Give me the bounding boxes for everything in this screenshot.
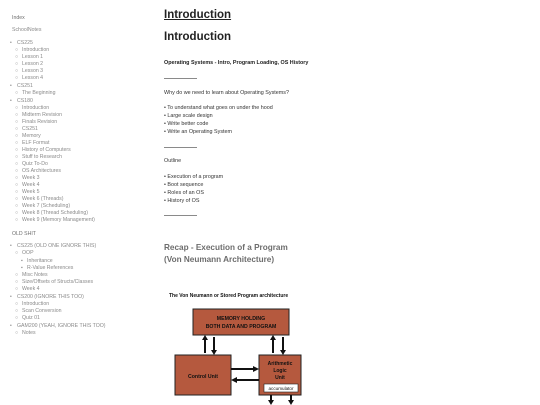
circle-bullet-icon: ○ [15,75,19,81]
arrowhead-icon [202,335,208,340]
recap-heading-line1: Recap - Execution of a Program [164,243,288,252]
circle-bullet-icon: ○ [15,161,19,167]
arrowhead-icon [288,400,294,405]
sidebar-item[interactable]: Week 7 (Scheduling) [22,203,71,209]
sidebar-item[interactable]: Notes [22,330,36,336]
alu-label: Logic [273,368,287,374]
sidebar-schoolnotes-link[interactable]: SchoolNotes [12,27,42,33]
sidebar-item[interactable]: ELF Format [22,140,50,146]
main-content [164,0,534,405]
sidebar-item[interactable]: Scan Conversion [22,308,62,314]
sidebar-item[interactable]: Week 6 (Threads) [22,196,64,202]
reason-item: • To understand what goes on under the hood [164,105,273,111]
circle-bullet-icon: ○ [15,196,19,202]
circle-bullet-icon: ○ [15,301,19,307]
circle-bullet-icon: ○ [15,189,19,195]
circle-bullet-icon: ○ [15,279,19,285]
circle-bullet-icon: ○ [15,119,19,125]
sidebar-item[interactable]: Quiz To-Do [22,161,48,167]
circle-bullet-icon: ○ [15,182,19,188]
sidebar-item[interactable]: The Beginning [22,90,56,96]
circle-bullet-icon: ○ [15,217,19,223]
circle-bullet-icon: ○ [15,126,19,132]
arrowhead-icon [280,350,286,355]
bullet-icon: • [10,294,12,300]
memory-box-label: MEMORY HOLDING [216,316,266,322]
sidebar-item[interactable]: CS251 [22,126,38,132]
sidebar-item[interactable]: Size/Offsets of Structs/Classes [22,279,94,285]
sidebar-item[interactable]: Midterm Revision [22,112,63,118]
circle-bullet-icon: ○ [15,61,19,67]
circle-bullet-icon: ○ [15,47,19,53]
alu-label: Unit [275,375,285,381]
question-text: Why do we need to learn about Operating Systems? [164,90,289,96]
circle-bullet-icon: ○ [15,54,19,60]
outline-item: • History of OS [164,198,200,204]
sidebar-item[interactable]: Week 3 [22,175,40,181]
circle-bullet-icon: ○ [15,133,19,139]
circle-bullet-icon: ○ [15,330,19,336]
circle-bullet-icon: ○ [15,147,19,153]
sidebar-group-cs225-old[interactable]: CS225 (OLD ONE IGNORE THIS) [17,243,97,249]
circle-bullet-icon: ○ [15,250,19,256]
circle-bullet-icon: ○ [15,272,19,278]
circle-bullet-icon: ○ [15,154,19,160]
lecture-subtitle: Operating Systems - Intro, Program Loading, OS History [164,60,309,66]
page-heading: Introduction [164,31,232,43]
arrowhead-icon [253,366,259,372]
memory-box [193,309,289,335]
circle-bullet-icon: ○ [15,90,19,96]
circle-bullet-icon: ○ [15,68,19,74]
sidebar-item[interactable]: Week 4 [22,286,40,292]
sidebar-item[interactable]: Lesson 1 [22,54,44,60]
reason-item: • Write better code [164,121,209,127]
alu-label: Arithmetic [267,361,293,367]
sidebar-item[interactable]: OOP [22,250,34,256]
square-bullet-icon: ▪ [21,258,23,264]
sidebar-subitem[interactable]: Inheritance [27,258,53,264]
diagram-caption: The Von Neumann or Stored Program architecture [169,293,289,299]
circle-bullet-icon: ○ [15,168,19,174]
sidebar-item[interactable]: OS Architectures [22,168,61,174]
sidebar-item[interactable]: Lesson 4 [22,75,44,81]
sidebar-item[interactable]: History of Computers [22,147,71,153]
sidebar-item[interactable]: Week 9 (Memory Management) [22,217,95,223]
circle-bullet-icon: ○ [15,140,19,146]
circle-bullet-icon: ○ [15,105,19,111]
recap-heading-line2: (Von Neumann Architecture) [164,255,275,264]
circle-bullet-icon: ○ [15,308,19,314]
circle-bullet-icon: ○ [15,315,19,321]
sidebar-nav [0,0,140,405]
sidebar-item[interactable]: Week 5 [22,189,40,195]
divider [164,147,197,148]
sidebar-item[interactable]: Misc Notes [22,272,48,278]
square-bullet-icon: ▪ [21,265,23,271]
sidebar-item[interactable]: Lesson 2 [22,61,44,67]
sidebar-group-gam200[interactable]: GAM200 (YEAH, IGNORE THIS TOO) [17,323,106,329]
accumulator-label: accumulator [268,386,294,392]
bullet-icon: • [10,323,12,329]
circle-bullet-icon: ○ [15,112,19,118]
outline-item: • Execution of a program [164,174,224,180]
sidebar-item[interactable]: Memory [22,133,41,139]
von-neumann-diagram [167,289,307,405]
reason-item: • Write an Operating System [164,129,232,135]
outline-title: Outline [164,158,182,164]
sidebar-group-cs200[interactable]: CS200 (IGNORE THIS TOO) [17,294,84,300]
circle-bullet-icon: ○ [15,175,19,181]
sidebar-group-cs225[interactable]: CS225 [17,40,33,46]
control-unit-label: Control Unit [188,374,218,380]
circle-bullet-icon: ○ [15,210,19,216]
outline-item: • Boot sequence [164,182,204,188]
sidebar-item[interactable]: Week 4 [22,182,40,188]
circle-bullet-icon: ○ [15,203,19,209]
divider [164,215,197,216]
bullet-icon: • [10,243,12,249]
sidebar-item[interactable]: Week 8 (Thread Scheduling) [22,210,88,216]
bullet-icon: • [10,40,12,46]
sidebar-group-cs251[interactable]: CS251 [17,83,33,89]
sidebar-item[interactable]: Introduction [22,301,50,307]
arrowhead-icon [231,377,237,383]
sidebar-item[interactable]: Introduction [22,47,50,53]
bullet-icon: • [10,98,12,104]
recap-heading [164,242,288,266]
arrowhead-icon [268,400,274,405]
sidebar-group-cs180[interactable]: CS180 [17,98,33,104]
reason-item: • Large scale design [164,113,213,119]
sidebar-item[interactable]: Finals Revision [22,119,58,125]
sidebar-item[interactable]: Lesson 3 [22,68,44,74]
sidebar-item[interactable]: Stuff to Research [22,154,62,160]
divider [164,78,197,79]
outline-item: • Roles of an OS [164,190,204,196]
sidebar-old-shit-link[interactable]: OLD SHIT [12,231,36,237]
page-title-link[interactable]: Introduction [164,9,232,21]
circle-bullet-icon: ○ [15,286,19,292]
sidebar-subitem[interactable]: R-Value References [27,265,74,271]
memory-box-label: BOTH DATA AND PROGRAM [205,324,277,330]
bullet-icon: • [10,83,12,89]
sidebar-item[interactable]: Quiz 01 [22,315,40,321]
sidebar-index-link[interactable]: Index [12,15,25,21]
sidebar-item[interactable]: Introduction [22,105,50,111]
arrowhead-icon [270,335,276,340]
arrowhead-icon [211,350,217,355]
